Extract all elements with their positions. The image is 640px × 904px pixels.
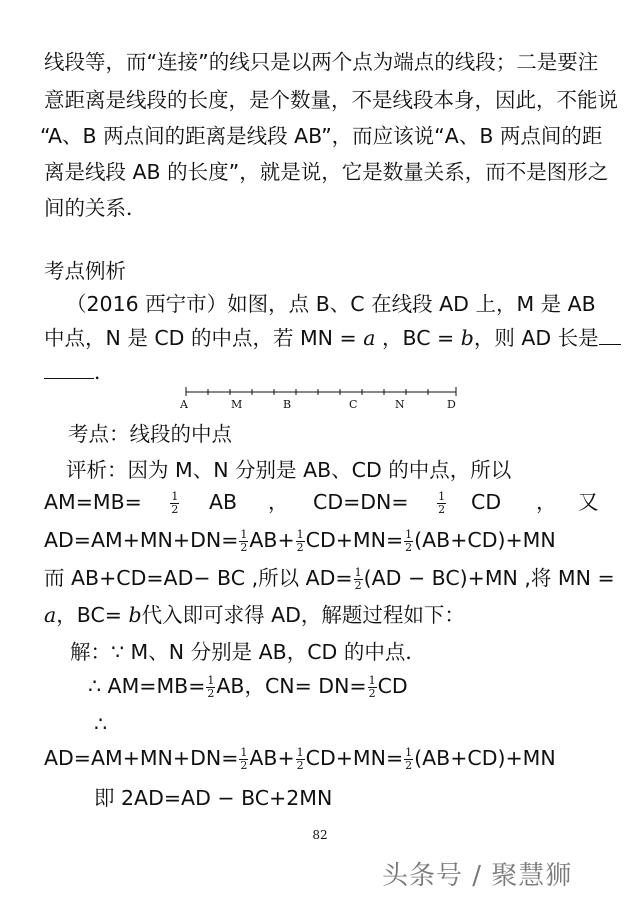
variable-b: b — [128, 603, 142, 627]
text-line: 间的关系． — [44, 196, 147, 220]
analysis-text: CD — [471, 490, 502, 514]
analysis-line: 而 AB+CD=AD− BC ,所以 AD= $\frac{1}{2}$ (AD − BC)+MN ,将 MN = — [44, 565, 615, 592]
answer-blank — [599, 324, 621, 345]
solution-line: AD=AM+MN+DN= $\frac{1}{2}$ AB+ $\frac{1}{2}$ CD+MN= $\frac{1}{2}$ (AB+CD)+MN — [44, 745, 556, 772]
analysis-text: 又 — [578, 490, 599, 514]
point-label-m: M — [231, 398, 243, 411]
fraction-half: $\frac{1}{2}$ — [240, 745, 248, 772]
analysis-line: AD=AM+MN+DN= $\frac{1}{2}$ AB+ $\frac{1}{2}$ CD+MN= $\frac{1}{2}$ (AB+CD)+MN — [44, 527, 556, 554]
page-number: 82 — [312, 828, 328, 842]
fraction-half: $\frac{1}{2}$ — [207, 673, 215, 700]
analysis-line — [44, 488, 180, 516]
problem-text: ，BC = — [375, 326, 461, 350]
line-segment-figure — [185, 386, 457, 410]
text-line: 线段等，而“连接”的线只是以两个点为端点的线段；二是要注 — [44, 50, 599, 74]
fraction-half: $\frac{1}{2}$ — [405, 745, 413, 772]
fraction-half: $\frac{1}{2}$ — [240, 527, 248, 554]
analysis-text: ， — [268, 490, 289, 514]
problem-line — [44, 358, 115, 386]
analysis-text: AM=MB= — [44, 490, 142, 514]
analysis-text: CD=DN= — [313, 490, 409, 514]
point-label-n: N — [395, 398, 405, 411]
fraction-half: $\frac{1}{2}$ — [438, 489, 446, 516]
answer-blank — [44, 358, 94, 379]
fraction-half: $\frac{1}{2}$ — [354, 565, 362, 592]
point-label-d: D — [447, 398, 456, 411]
problem-text: ． — [94, 360, 115, 384]
text-line: “A、B 两点间的距离是线段 AB”，而应该说“A、B 两点间的距 — [40, 124, 603, 148]
problem-text: ，则 AD 长是 — [473, 326, 599, 350]
point-label-b: B — [283, 398, 292, 411]
therefore-symbol: ∴ — [94, 712, 108, 736]
text-line: 离是线段 AB 的长度”，就是说，它是数量关系，而不是图形之 — [44, 160, 609, 184]
solution-line: 即 2AD=AD − BC+2MN — [94, 786, 333, 810]
analysis-line — [313, 488, 447, 516]
analysis-line: a，BC= b代入即可求得 AD，解题过程如下： — [44, 603, 465, 627]
kaodian-line: 考点：线段的中点 — [68, 422, 232, 446]
variable-a: a — [363, 326, 376, 350]
problem-text: 中点，N 是 CD 的中点，若 MN = — [44, 326, 364, 350]
analysis-text: AB — [209, 490, 238, 514]
point-label-c: C — [349, 398, 358, 411]
solution-line: ∴ AM=MB= $\frac{1}{2}$ AB，CN= DN= $\frac{1}{2}$ CD — [88, 673, 408, 700]
point-label-a: A — [180, 398, 188, 411]
fraction-half: $\frac{1}{2}$ — [296, 527, 304, 554]
analysis-text: ， — [536, 490, 557, 514]
watermark: 头条号 / 聚慧狮 — [382, 861, 573, 891]
fraction-half: $\frac{1}{2}$ — [296, 745, 304, 772]
problem-line — [44, 324, 621, 352]
fraction-half: $\frac{1}{2}$ — [171, 489, 179, 516]
analysis-line: 评析：因为 M、N 分别是 AB、CD 的中点，所以 — [66, 458, 512, 482]
problem-line: （2016 西宁市）如图，点 B、C 在线段 AD 上，M 是 AB — [66, 292, 596, 316]
variable-b: b — [460, 326, 474, 350]
fraction-half: $\frac{1}{2}$ — [405, 527, 413, 554]
solution-line: 解：∵ M、N 分别是 AB，CD 的中点． — [70, 640, 426, 664]
variable-a: a — [44, 603, 57, 627]
fraction-half: $\frac{1}{2}$ — [368, 673, 376, 700]
section-title: 考点例析 — [44, 259, 126, 283]
text-line: 意距离是线段的长度，是个数量，不是线段本身，因此，不能说 — [44, 88, 618, 112]
